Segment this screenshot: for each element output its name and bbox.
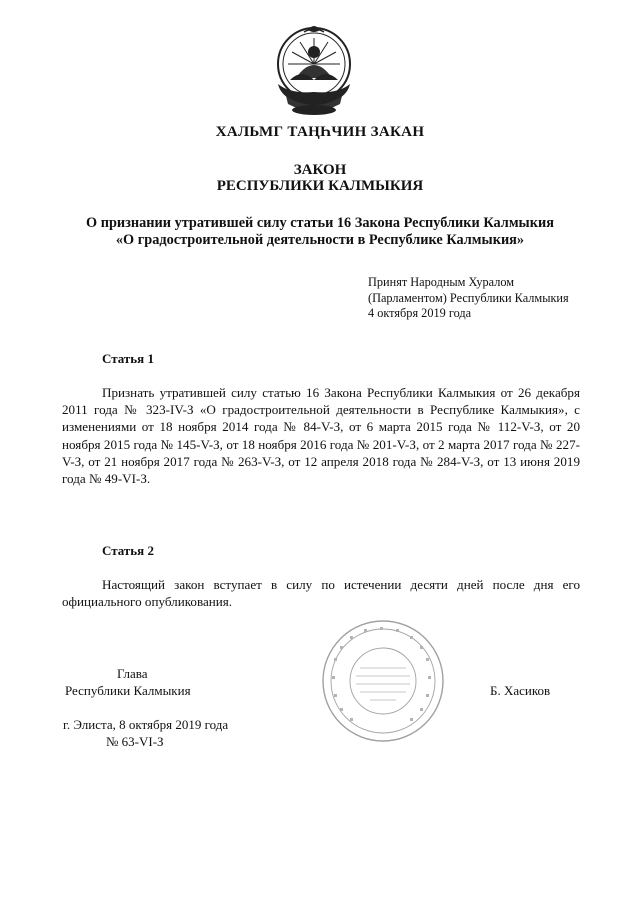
- article-1-text: Признать утратившей силу статью 16 Закона Республики Калмыкия от 26 декабря 2011 года № 323-IV-З «О градостроительной деятельности в Республике Калмыкия», с изменениями от 18 ноября 2014 года № 84-V-З, от 6 марта 2015 года № 112-V-З, от 20 ноября 2015 года № 145-V-З, от 18 ноября 2016 года № 201-V-З, от 2 марта 2017 года № 227-V-З, от 21 ноября 2017 года № 263-V-З, от 12 апреля 2018 года № 284-V-З, от 13 июня 2019 года № 49-VI-З.: [62, 385, 580, 487]
- head-title: Глава: [117, 666, 148, 681]
- adoption-note: [368, 275, 569, 322]
- republic-heading: РЕСПУБЛИКИ КАЛМЫКИЯ: [216, 178, 424, 194]
- law-name-line-2: «О градостроительной деятельности в Республике Калмыкия»: [115, 232, 525, 248]
- place-and-date: г. Элиста, 8 октября 2019 года: [63, 717, 229, 732]
- adoption-line-2: (Парламентом) Республики Калмыкия: [368, 290, 569, 305]
- law-number: № 63-VI-З: [106, 734, 164, 749]
- head-republic: Республики Калмыкия: [65, 683, 191, 698]
- adoption-line-3: 4 октября 2019 года: [368, 306, 472, 320]
- adoption-line-1: Принят Народным Хуралом: [368, 275, 515, 289]
- article-1-title: Статья 1: [102, 351, 154, 366]
- round-seal-stamp-icon: [320, 618, 446, 744]
- kalmykia-coat-of-arms-icon: [270, 22, 358, 120]
- signer-name: Б. Хасиков: [490, 683, 551, 698]
- law-name-line-1: О признании утратившей силу статьи 16 Закона Республики Калмыкия: [86, 215, 554, 231]
- law-heading: ЗАКОН: [293, 162, 347, 178]
- article-2-text: Настоящий закон вступает в силу по истечении десяти дней после дня его официального опубликования.: [62, 577, 580, 610]
- kalmyk-law-heading: ХАЛЬМГ ТАҢҺЧИН ЗАКАН: [215, 124, 425, 140]
- article-2-title: Статья 2: [102, 543, 154, 558]
